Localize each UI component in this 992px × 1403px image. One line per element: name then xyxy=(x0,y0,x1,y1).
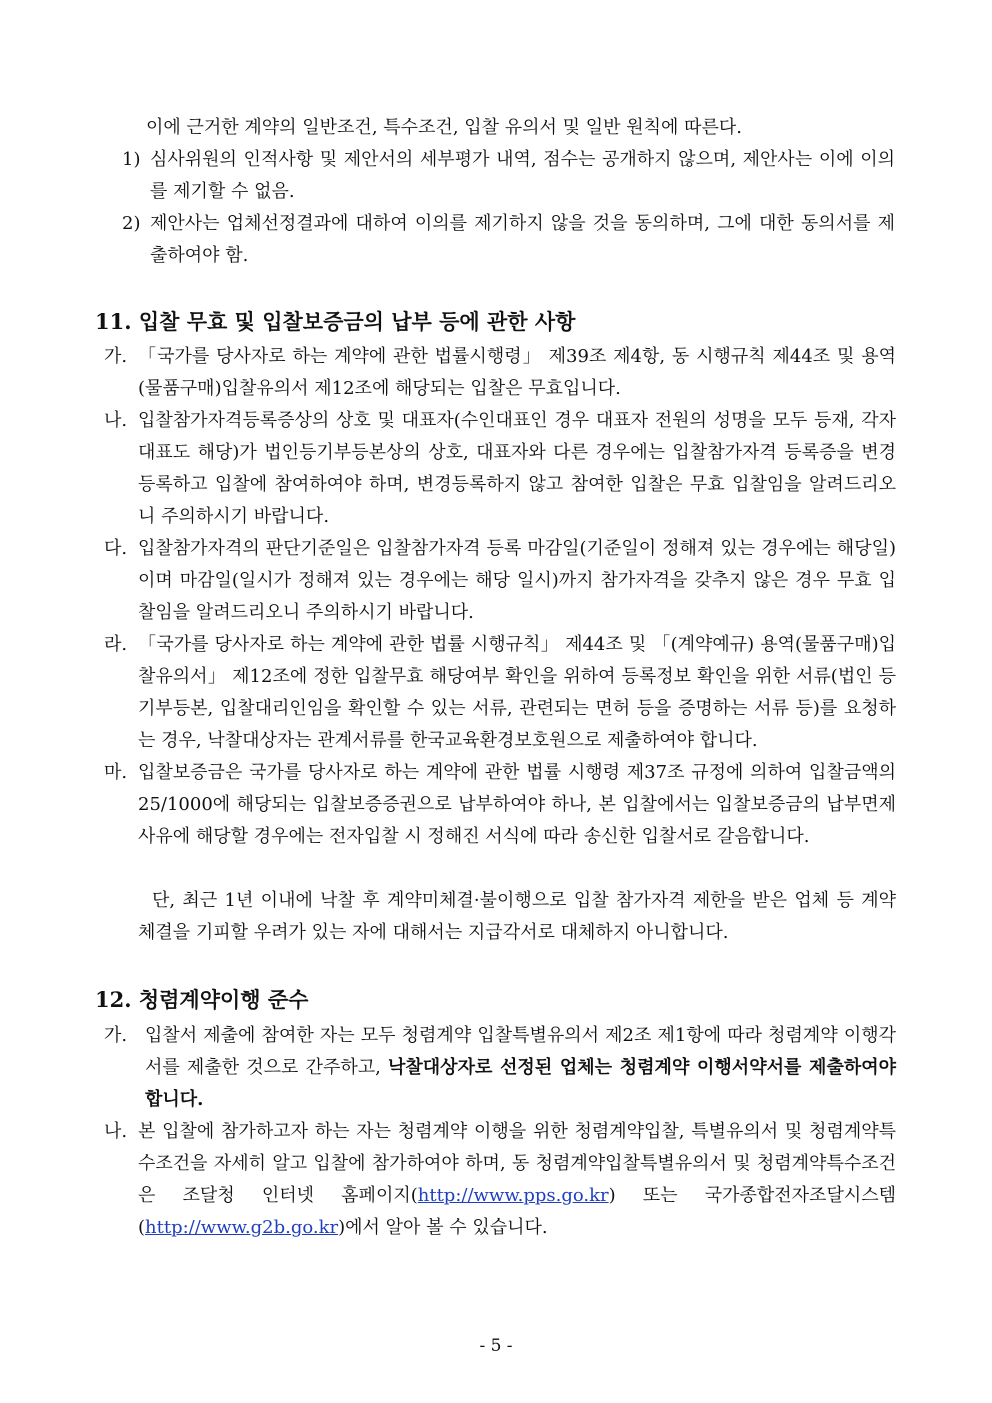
s11-item-da-text: 입찰참가자격의 판단기준일은 입찰참가자격 등록 마감일(기준일이 정해져 있는 경우에는 해당일)이며 마감일(일시가 정해져 있는 경우에는 해당 일시)까지 참가자격을 갖추지 않은 경우 무효 입찰임을 알려드리오니 주의하시기 바랍니다. xyxy=(138,538,896,623)
s12-item-na-part2: ) 또는 국가종합전자조달시스템( xyxy=(138,1185,896,1238)
section-11-title: 11. 입찰 무효 및 입찰보증금의 납부 등에 관한 사항 xyxy=(95,309,576,334)
sub-item-marker-2: 2) xyxy=(122,213,141,234)
s11-item-ga-marker: 가. xyxy=(104,346,128,367)
intro-line: 이에 근거한 계약의 일반조건, 특수조건, 입찰 유의서 및 일반 원칙에 따른다. xyxy=(146,117,743,138)
s11-item-da-marker: 다. xyxy=(104,538,128,559)
g2b-link[interactable]: http://www.g2b.go.kr xyxy=(145,1217,339,1238)
sub-item-text-1: 심사위원의 인적사항 및 제안서의 세부평가 내역, 점수는 공개하지 않으며, 제안사는 이에 이의를 제기할 수 없음. xyxy=(150,149,895,202)
sub-item-marker-1: 1) xyxy=(122,149,141,170)
page-number: - 5 - xyxy=(479,1336,513,1356)
s11-item-ra-marker: 라. xyxy=(104,634,128,655)
section-12-title: 12. 청렴계약이행 준수 xyxy=(95,987,309,1012)
s11-item-ma-marker: 마. xyxy=(104,762,128,783)
s11-item-na-marker: 나. xyxy=(104,410,128,431)
s12-item-ga-normal: 입찰서 제출에 참여한 자는 모두 청렴계약 입찰특별유의서 제2조 제1항에 따라 청렴계약 이행각서를 제출한 것으로 간주하고, xyxy=(145,1025,896,1078)
s12-item-ga-marker: 가. xyxy=(104,1025,128,1046)
s12-item-na-text xyxy=(138,1116,896,1244)
s12-item-ga-bold: 낙찰대상자로 선정된 업체는 청렴계약 이행서약서를 제출하여야 합니다. xyxy=(145,1057,897,1110)
s12-item-na-marker: 나. xyxy=(104,1121,128,1142)
s12-item-na-part3: )에서 알아 볼 수 있습니다. xyxy=(338,1217,548,1238)
pps-link[interactable]: http://www.pps.go.kr xyxy=(417,1185,609,1206)
s11-item-ma-text: 입찰보증금은 국가를 당사자로 하는 계약에 관한 법률 시행령 제37조 규정에 의하여 입찰금액의 25/1000에 해당되는 입찰보증증권으로 납부하여야 하나, 본 입찰에서는 입찰보증금의 납부면제 사유에 해당할 경우에는 전자입찰 시 정해진 서식에 따라 송신한 입찰서로 갈음합니다. xyxy=(138,762,896,847)
s12-item-na-part1: 본 입찰에 참가하고자 하는 자는 청렴계약 이행을 위한 청렴계약입찰, 특별유의서 및 청렴계약특수조건을 자세히 알고 입찰에 참가하여야 하며, 동 청렴계약입찰특별유의서 및 청렴계약특수조건은 조달청 인터넷 홈페이지( xyxy=(138,1121,896,1206)
s12-item-ga-text xyxy=(145,1020,896,1116)
s11-item-na-text: 입찰참가자격등록증상의 상호 및 대표자(수인대표인 경우 대표자 전원의 성명을 모두 등재, 각자 대표도 해당)가 법인등기부등본상의 상호, 대표자와 다른 경우에는 입찰참가자격 등록증을 변경등록하고 입찰에 참여하여야 하며, 변경등록하지 않고 참여한 입찰은 무효 입찰임을 알려드리오니 주의하시기 바랍니다. xyxy=(138,410,896,527)
s11-note: 단, 최근 1년 이내에 낙찰 후 계약미체결·불이행으로 입찰 참가자격 제한을 받은 업체 등 계약 체결을 기피할 우려가 있는 자에 대해서는 지급각서로 대체하지 아니합니다. xyxy=(138,890,896,943)
sub-item-text-2: 제안사는 업체선정결과에 대하여 이의를 제기하지 않을 것을 동의하며, 그에 대한 동의서를 제출하여야 함. xyxy=(150,213,895,266)
s11-item-ga-text: 「국가를 당사자로 하는 계약에 관한 법률시행령」 제39조 제4항, 동 시행규칙 제44조 및 용역(물품구매)입찰유의서 제12조에 해당되는 입찰은 무효입니다. xyxy=(138,346,896,399)
s11-item-ra-text: 「국가를 당사자로 하는 계약에 관한 법률 시행규칙」 제44조 및 「(계약예규) 용역(물품구매)입찰유의서」 제12조에 정한 입찰무효 해당여부 확인을 위하여 등록정보 확인을 위한 서류(법인 등기부등본, 입찰대리인임을 확인할 수 있는 서류, 관련되는 면허 등을 증명하는 서류 등)를 요청하는 경우, 낙찰대상자는 관계서류를 한국교육환경보호원으로 제출하여야 합니다. xyxy=(138,634,896,751)
